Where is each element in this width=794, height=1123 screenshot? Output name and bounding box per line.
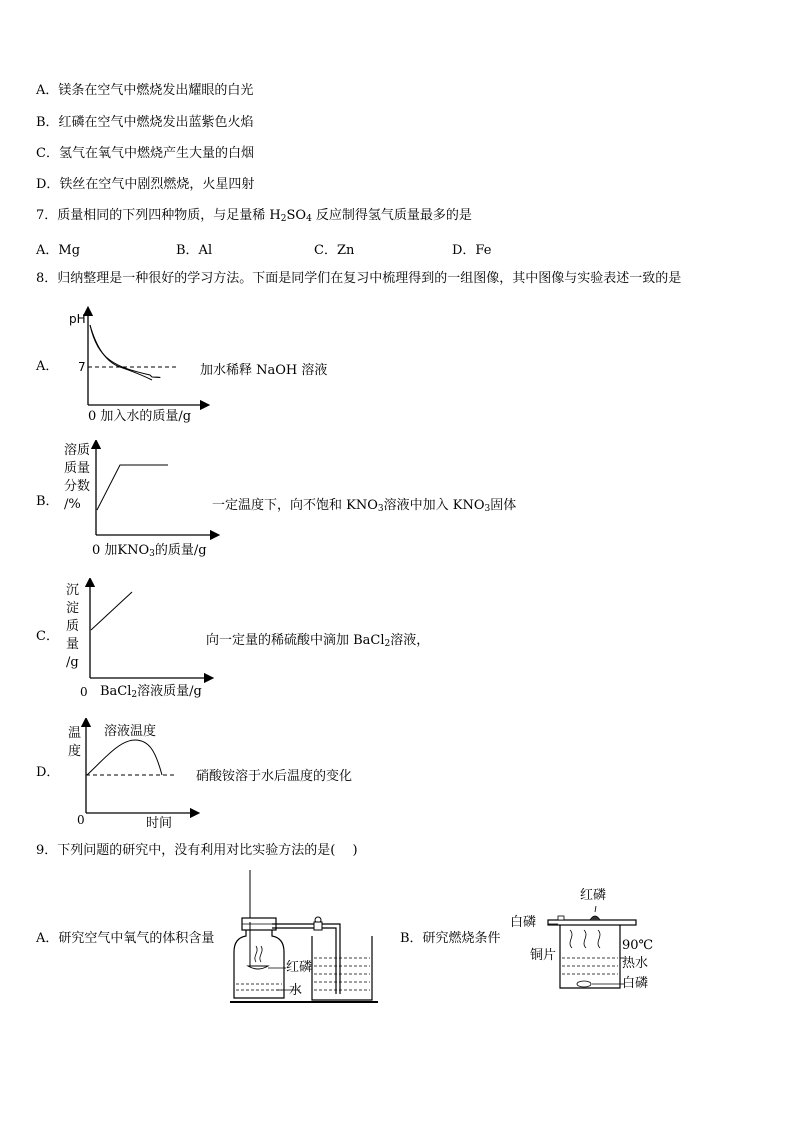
q8-c-x-label-post: 溶液质量/g	[137, 684, 202, 699]
q7-stem-pre: 7．质量相同的下列四种物质，与足量稀 H	[36, 208, 281, 223]
q9-b-label-white-p-top: 白磷	[510, 915, 537, 930]
q8-b-desc-post: 固体	[490, 498, 517, 513]
q8-c-letter: C．	[36, 629, 59, 644]
q8-d-curve-label: 溶液温度	[104, 724, 157, 739]
q6-option-b: B．红磷在空气中燃烧发出蓝紫色火焰	[36, 115, 254, 130]
q8-a-curve	[90, 325, 160, 377]
q8-c-y-label-4: 量	[66, 637, 80, 652]
q9-a-bottle	[234, 930, 284, 998]
q9-b-white-p-bottom	[577, 981, 591, 987]
q9-b-beaker	[560, 925, 620, 988]
q9-b-label-white-p-bottom: 白磷	[622, 976, 649, 991]
q9-a-beaker	[312, 936, 372, 1000]
q9-b-label-red-p: 红磷	[580, 888, 607, 903]
q9-a-apparatus	[228, 866, 388, 1006]
q8-d-y-label-1: 温	[68, 726, 82, 741]
q8-b-curve	[97, 465, 168, 510]
q7-stem	[36, 208, 472, 227]
q8-b-y-label-2: 质量	[64, 461, 91, 476]
q8-c-y-label-1: 沉	[66, 583, 80, 598]
q8-d-graph	[80, 718, 200, 818]
q8-a-y-label: pH	[69, 312, 86, 326]
q8-b-y-label-3: 分数	[64, 479, 91, 494]
q9-b-white-p-top-pile	[558, 916, 564, 920]
q8-stem: 8．归纳整理是一种很好的学习方法。下面是同学们在复习中梳理得到的一组图像，其中图像与实验表述一致的是	[36, 271, 682, 286]
q8-c-line	[91, 592, 132, 630]
q8-c-origin: 0	[80, 685, 88, 699]
q7-option-d: D．Fe	[452, 243, 492, 258]
q8-c-x-label	[100, 684, 202, 703]
q7-option-b: B．Al	[176, 243, 213, 258]
q8-b-x-label-pre: 0 加KNO	[92, 543, 150, 558]
q9-a-label-water: 水	[289, 983, 303, 998]
q8-b-x-label-post: 的质量/g	[154, 543, 207, 558]
q6-option-c: C．氢气在氧气中燃烧产生大量的白烟	[36, 146, 254, 161]
q8-a-letter: A．	[36, 359, 59, 374]
q8-d-curve	[87, 740, 162, 775]
q8-c-y-label-2: 淀	[66, 601, 80, 616]
q7-stem-post: 反应制得氢气质量最多的是	[311, 208, 472, 223]
q8-d-desc: 硝酸铵溶于水后温度的变化	[196, 769, 353, 784]
q9-stem: 9．下列问题的研究中，没有利用对比实验方法的是( )	[36, 843, 358, 858]
q9-b-red-p-pile	[590, 916, 600, 920]
q8-c-y-label-5: /g	[66, 655, 79, 670]
q9-b-copper-plate	[548, 920, 636, 925]
q6-option-a: A．镁条在空气中燃烧发出耀眼的白光	[36, 83, 254, 98]
q9-b-label-copper: 铜片	[530, 948, 557, 963]
q8-c-desc-sub: 2	[384, 639, 391, 649]
q9-b-label-temp: 90℃	[622, 938, 654, 953]
q7-stem-mid: SO	[286, 208, 307, 223]
q8-b-x-label	[92, 543, 207, 562]
q8-c-desc-pre: 向一定量的稀硫酸中滴加 BaCl	[206, 633, 385, 648]
q6-option-d: D．铁丝在空气中剧烈燃烧，火星四射	[36, 177, 255, 192]
q8-c-desc	[206, 629, 429, 649]
q8-a-x-label: 0 加入水的质量/g	[88, 409, 192, 424]
q8-a-desc: 加水稀释 NaOH 溶液	[200, 363, 328, 378]
q9-a-spoon	[248, 966, 268, 969]
q8-a-y-tick: 7	[78, 360, 86, 374]
q8-c-x-label-sub: 2	[131, 690, 138, 700]
q8-d-origin: 0	[77, 813, 85, 827]
q8-b-desc-mid: 溶液中加入 KNO	[383, 498, 485, 513]
q9-b-label-hot-water: 热水	[622, 956, 649, 971]
q8-b-graph	[90, 440, 220, 540]
q8-c-y-label-3: 质	[66, 619, 80, 634]
q8-b-desc-sub2: 3	[484, 504, 491, 514]
q8-b-letter: B．	[36, 494, 59, 509]
q7-stem-sub2: 4	[306, 214, 312, 224]
q8-c-graph	[84, 578, 214, 683]
q7-option-c: C．Zn	[314, 243, 355, 258]
q8-c-x-label-pre: BaCl	[100, 684, 132, 699]
q8-b-desc-pre: 一定温度下，向不饱和 KNO	[212, 498, 378, 513]
q8-d-y-label-2: 度	[68, 744, 82, 759]
q8-d-x-label: 时间	[146, 816, 173, 831]
q8-b-y-label-1: 溶质	[64, 443, 91, 458]
q9-a-label-red-p: 红磷	[286, 960, 313, 975]
q8-b-x-label-sub: 3	[149, 549, 155, 559]
q8-b-desc	[212, 494, 516, 514]
q8-d-letter: D．	[36, 765, 60, 780]
q8-c-desc-post: 溶液，	[390, 633, 430, 648]
q8-b-y-label-4: /%	[64, 497, 81, 512]
q7-option-a: A．Mg	[36, 243, 81, 258]
q9-a-tube	[272, 924, 340, 994]
q9-b-text: B．研究燃烧条件	[400, 931, 501, 946]
q9-a-text: A．研究空气中氧气的体积含量	[36, 931, 215, 946]
q7-stem-sub1: 2	[280, 214, 287, 224]
q8-b-desc-sub1: 3	[377, 504, 384, 514]
